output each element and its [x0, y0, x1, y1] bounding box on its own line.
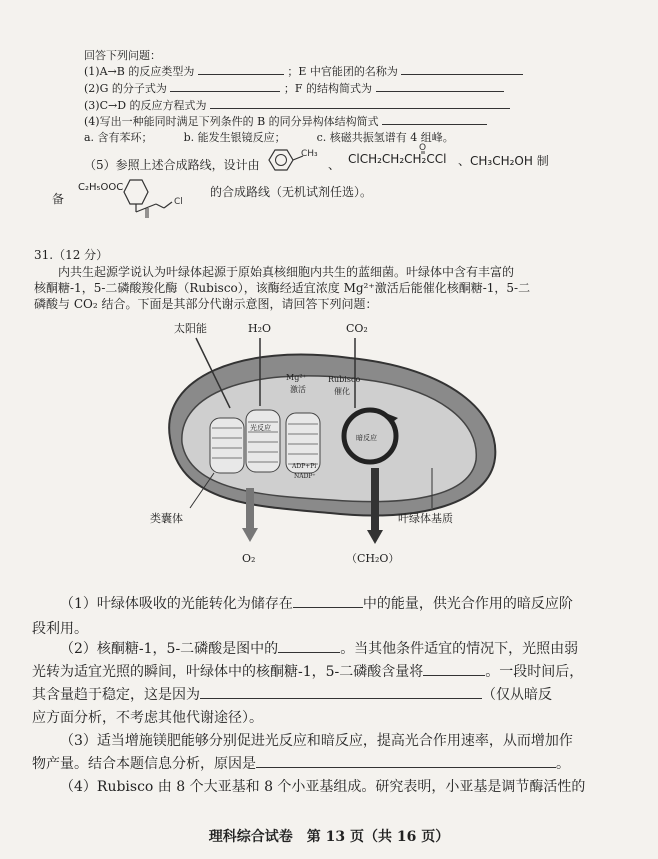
page-footer: 理科综合试卷 第 13 页（共 16 页）	[208, 829, 450, 845]
label-thylakoid: 类囊体	[150, 512, 183, 525]
a2-blank-3[interactable]	[200, 686, 482, 699]
q5-reagent1: ClCH₂CH₂CH₂CCl	[348, 152, 447, 166]
intro-text: 回答下列问题：	[84, 49, 161, 62]
q1b-text: ；E 中官能团的名称为	[287, 65, 398, 78]
q5-reagent2: CH₃CH₂OH 制	[470, 154, 549, 168]
a3-text: （3）适当增施镁肥能够分别促进光反应和暗反应，提高光合作用速率，从而增加作	[60, 733, 573, 749]
conditions	[84, 129, 454, 145]
q3-blank[interactable]	[210, 96, 510, 109]
answer-1	[60, 593, 573, 613]
q5-mid: 、	[328, 158, 341, 172]
a2-text: （2）核酮糖-1，5-二磷酸是图中的	[60, 641, 279, 657]
label-activate: 激活	[290, 385, 306, 394]
question-2	[84, 79, 504, 96]
label-catalyze: 催化	[334, 387, 350, 396]
question-1	[84, 62, 523, 79]
question-3	[84, 96, 510, 113]
a4-text: （4）Rubisco 由 8 个大亚基和 8 个小亚基组成。研究表明，小亚基是调节酶活性的	[60, 779, 586, 795]
q5-sep: 、	[458, 154, 471, 168]
condition-c: c. 核磁共振氢谱有 4 组峰。	[316, 131, 454, 144]
a2-blank-2[interactable]	[423, 663, 485, 676]
q5-prefix: （5）参照上述合成路线，设计由	[84, 158, 260, 172]
q1-blank-2[interactable]	[401, 62, 523, 75]
target-cl-label: Cl	[174, 197, 183, 207]
a3-blank[interactable]	[256, 755, 556, 768]
label-co2: CO₂	[346, 322, 368, 335]
q1-text: (1)A→B 的反应类型为	[84, 65, 195, 78]
label-rubisco: Rubisco	[328, 375, 361, 384]
q5-prep: 备	[52, 192, 65, 206]
svg-text:O: O	[419, 143, 427, 153]
label-ch2o: （CH₂O）	[346, 552, 400, 565]
chloroplast-diagram	[150, 318, 510, 568]
label-o2: O₂	[242, 552, 256, 565]
a2f-text: （仅从暗反	[482, 687, 552, 703]
q5-suffix: 的合成路线（无机试剂任选）。	[210, 185, 373, 199]
a2b-text: 。当其他条件适宜的情况下，光照由弱	[340, 641, 579, 657]
question-5	[84, 156, 260, 173]
condition-a: a. 含有苯环；	[84, 131, 153, 144]
a1-text: （1）叶绿体吸收的光能转化为储存在	[60, 596, 293, 612]
toluene-ch3-label: CH₃	[301, 149, 318, 159]
label-mg: Mg²⁺	[286, 373, 307, 382]
answer-2e	[32, 684, 552, 704]
label-stroma: 叶绿体基质	[398, 512, 453, 525]
carbonyl-o	[418, 140, 430, 154]
a2g-text: 应方面分析，不考虑其他代谢途径）。	[32, 710, 263, 726]
target-ester-label: C₂H₅OOC	[78, 182, 124, 193]
a2e-text: 其含量趋于稳定，这是因为	[32, 687, 200, 703]
a1-blank[interactable]	[293, 595, 363, 608]
answer-2	[60, 638, 578, 658]
condition-b: b. 能发生银镜反应；	[183, 131, 286, 144]
q31-para-1: 内共生起源学说认为叶绿体起源于原始真核细胞内共生的蓝细菌。叶绿体中含有丰富的	[58, 265, 515, 279]
a2c-text: 光转为适宜光照的瞬间，叶绿体中的核酮糖-1，5-二磷酸含量将	[32, 664, 424, 680]
q4-blank[interactable]	[382, 112, 487, 125]
a1b-text: 中的能量，供光合作用的暗反应阶	[362, 596, 573, 612]
q3-text: (3)C→D 的反应方程式为	[84, 99, 207, 112]
q31-para-3: 磷酸与 CO₂ 结合。下面是其部分代谢示意图，请回答下列问题：	[34, 297, 378, 311]
label-h2o: H₂O	[248, 322, 272, 335]
q2-text: (2)G 的分子式为	[84, 82, 167, 95]
q31-header: 31.（12 分）	[34, 248, 109, 262]
a2-blank-1[interactable]	[278, 640, 340, 653]
question-4	[84, 112, 487, 129]
q2-blank-2[interactable]	[376, 79, 504, 92]
target-structure	[116, 176, 196, 222]
label-adp: ADP+Pi	[292, 463, 317, 470]
label-light: 光反应	[250, 424, 271, 432]
toluene-structure	[263, 146, 325, 174]
label-dark: 暗反应	[356, 434, 377, 442]
label-sun: 太阳能	[174, 322, 207, 335]
q2b-text: ；F 的结构简式为	[283, 82, 373, 95]
answer-2c	[32, 661, 583, 681]
q31-para-2: 核酮糖-1，5-二磷酸羧化酶（Rubisco），该酶经适宜浓度 Mg²⁺激活后能催化核酮糖-1，5-二	[34, 281, 531, 295]
label-nadp: NADP⁺	[294, 473, 316, 480]
answer-3b	[32, 753, 570, 773]
a2d-text: 。一段时间后，	[485, 664, 584, 680]
q4-text: (4)写出一种能同时满足下列条件的 B 的同分异构体结构简式	[84, 115, 379, 128]
a3c-text: 。	[556, 756, 570, 772]
a1c-text: 段利用。	[32, 621, 88, 637]
a3b-text: 物产量。结合本题信息分析，原因是	[32, 756, 256, 772]
q1-blank-1[interactable]	[198, 62, 284, 75]
q2-blank-1[interactable]	[170, 79, 280, 92]
